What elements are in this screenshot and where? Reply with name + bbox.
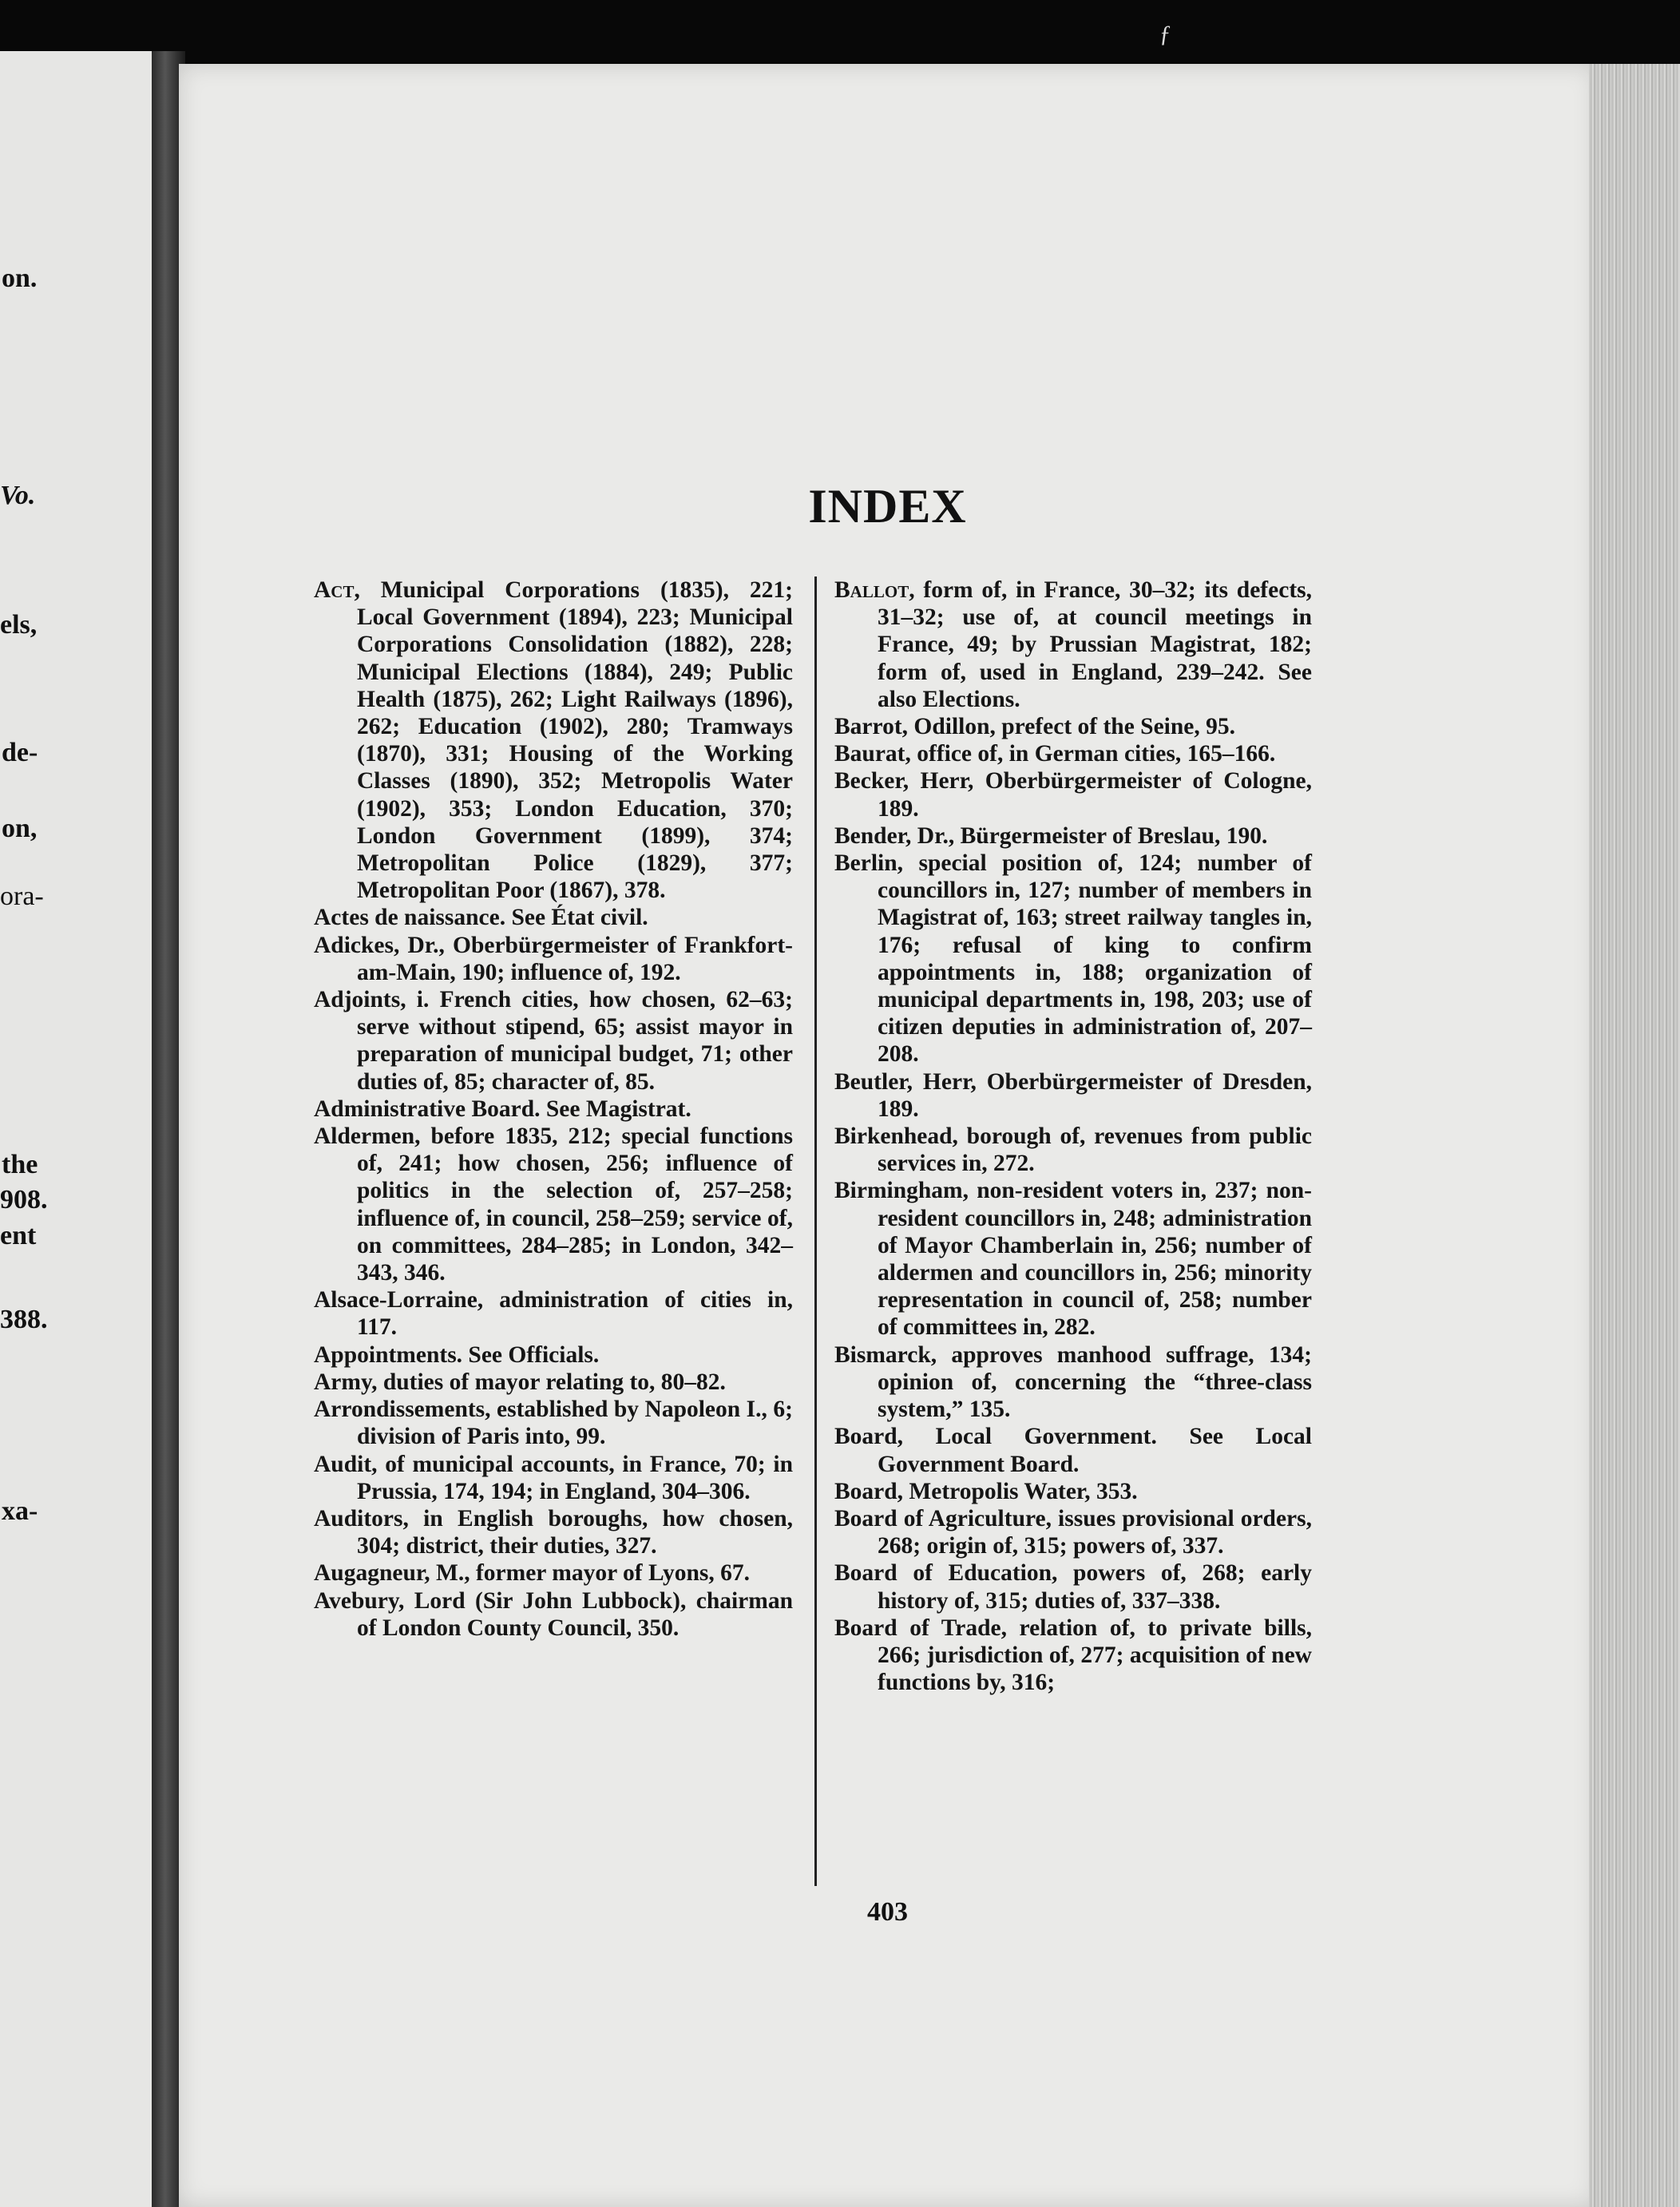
entry-text: , form of, in France, 30–32; its defects, 31–32; use of, at council meetings in France, 49; by Prussian Magistrat, 182; form of, used in England, 239–242. See also Elections. (878, 577, 1312, 712)
index-entry: Birkenhead, borough of, revenues from public services in, 272. (834, 1123, 1312, 1177)
page-stack-edges (1589, 64, 1680, 2207)
facing-page-text: ent (0, 1221, 37, 1250)
facing-page-text: 388. (0, 1305, 48, 1334)
index-entry: Becker, Herr, Oberbürgermeister of Cologne, 189. (834, 768, 1312, 822)
index-entry: Arrondissements, established by Napoleon I., 6; division of Paris into, 99. (314, 1397, 793, 1450)
index-entry: Audit, of municipal accounts, in France, 70; in Prussia, 174, 194; in England, 304–306. (314, 1451, 793, 1504)
index-entry: Appointments. See Officials. (314, 1341, 600, 1368)
index-entry: Board of Education, powers of, 268; early history of, 315; duties of, 337–338. (834, 1560, 1312, 1614)
index-entry: Board of Agriculture, issues provisional orders, 268; origin of, 315; powers of, 337. (834, 1505, 1312, 1559)
index-entry: Baurat, office of, in German cities, 165–166. (834, 741, 1276, 767)
facing-page-text: ora- (0, 882, 44, 911)
index-entry: Actes de naissance. See État civil. (314, 905, 648, 931)
facing-page-fragment (0, 51, 156, 2207)
entry-head: Act (314, 577, 355, 603)
index-entry: Aldermen, before 1835, 212; special functions of, 241; how chosen, 256; influence of politics in the selection of, 257–258; influence of, in council, 258–259; service of, on committees, 284–285; in London, 342–343, 346. (314, 1123, 793, 1286)
index-entry: Augagneur, M., former mayor of Lyons, 67. (314, 1560, 751, 1587)
facing-page-text: els, (0, 610, 38, 640)
index-entry: Berlin, special position of, 124; number of councillors in, 127; number of members in Magistrat of, 163; street railway tangles in, 176; refusal of king to confirm appointments in, 188; organization of municipal departments in, 198, 203; use of citizen deputies in administration of, 207–208. (834, 850, 1312, 1068)
index-entry: Auditors, in English boroughs, how chosen, 304; district, their duties, 327. (314, 1505, 793, 1559)
entry-text: , Municipal Corporations (1835), 221; Local Government (1894), 223; Municipal Corporations Consolidation (1882), 228; Municipal Elections (1884), 249; Public Health (1875), 262; Light Railways (1896), 262; Education (1902), 280; Tramways (1870), 331; Housing of the Working Classes (1890), 352; Metropolis Water (1902), 353; London Education, 370; London Government (1899), 374; Metropolitan Police (1829), 377; Metropolitan Poor (1867), 378. (354, 577, 793, 904)
page-title: INDEX (808, 480, 967, 533)
index-entry: Board of Trade, relation of, to private bills, 266; jurisdiction of, 277; acquisition of new functions by, 316; (834, 1615, 1312, 1696)
index-entry: Board, Local Government. See Local Government Board. (834, 1424, 1312, 1477)
facing-page-text: the (2, 1150, 38, 1179)
facing-page-text: xa- (2, 1496, 38, 1526)
index-entry: Board, Metropolis Water, 353. (834, 1478, 1138, 1504)
entry-head: Ballot (834, 577, 909, 603)
index-entry: Bender, Dr., Bürgermeister of Breslau, 190. (834, 822, 1268, 849)
index-entry (314, 577, 793, 904)
facing-page-text: de- (2, 738, 38, 767)
index-entry: Avebury, Lord (Sir John Lubbock), chairman of London County Council, 350. (314, 1587, 793, 1641)
scan-mark: ƒ (1159, 21, 1171, 47)
index-column-left (314, 577, 793, 1642)
scan-top-border (0, 0, 1680, 64)
index-column-right (834, 577, 1312, 1696)
index-entry: Adjoints, i. French cities, how chosen, 62–63; serve without stipend, 65; assist mayor in preparation of municipal budget, 71; other duties of, 85; character of, 85. (314, 987, 793, 1095)
index-entry: Alsace-Lorraine, administration of cities in, 117. (314, 1287, 793, 1341)
page-number: 403 (867, 1897, 908, 1927)
index-entry: Army, duties of mayor relating to, 80–82. (314, 1369, 726, 1395)
index-entry (834, 577, 1312, 713)
facing-page-text: 908. (0, 1185, 48, 1214)
index-entry: Administrative Board. See Magistrat. (314, 1096, 691, 1122)
column-divider (814, 577, 817, 1886)
index-entry: Birmingham, non-resident voters in, 237; non-resident councillors in, 248; administration of Mayor Chamberlain in, 256; number of aldermen and councillors in, 256; minority representation in council of, 258; number of committees in, 282. (834, 1178, 1312, 1341)
facing-page-text: Vo. (0, 481, 36, 510)
index-entry: Adickes, Dr., Oberbürgermeister of Frankfort-am-Main, 190; influence of, 192. (314, 932, 793, 985)
facing-page-text: on. (2, 263, 38, 293)
facing-page-text: on, (2, 814, 38, 843)
index-entry: Barrot, Odillon, prefect of the Seine, 95. (834, 714, 1235, 740)
index-entry: Beutler, Herr, Oberbürgermeister of Dresden, 189. (834, 1068, 1312, 1122)
index-entry: Bismarck, approves manhood suffrage, 134; opinion of, concerning the “three-class system,” 135. (834, 1341, 1312, 1423)
